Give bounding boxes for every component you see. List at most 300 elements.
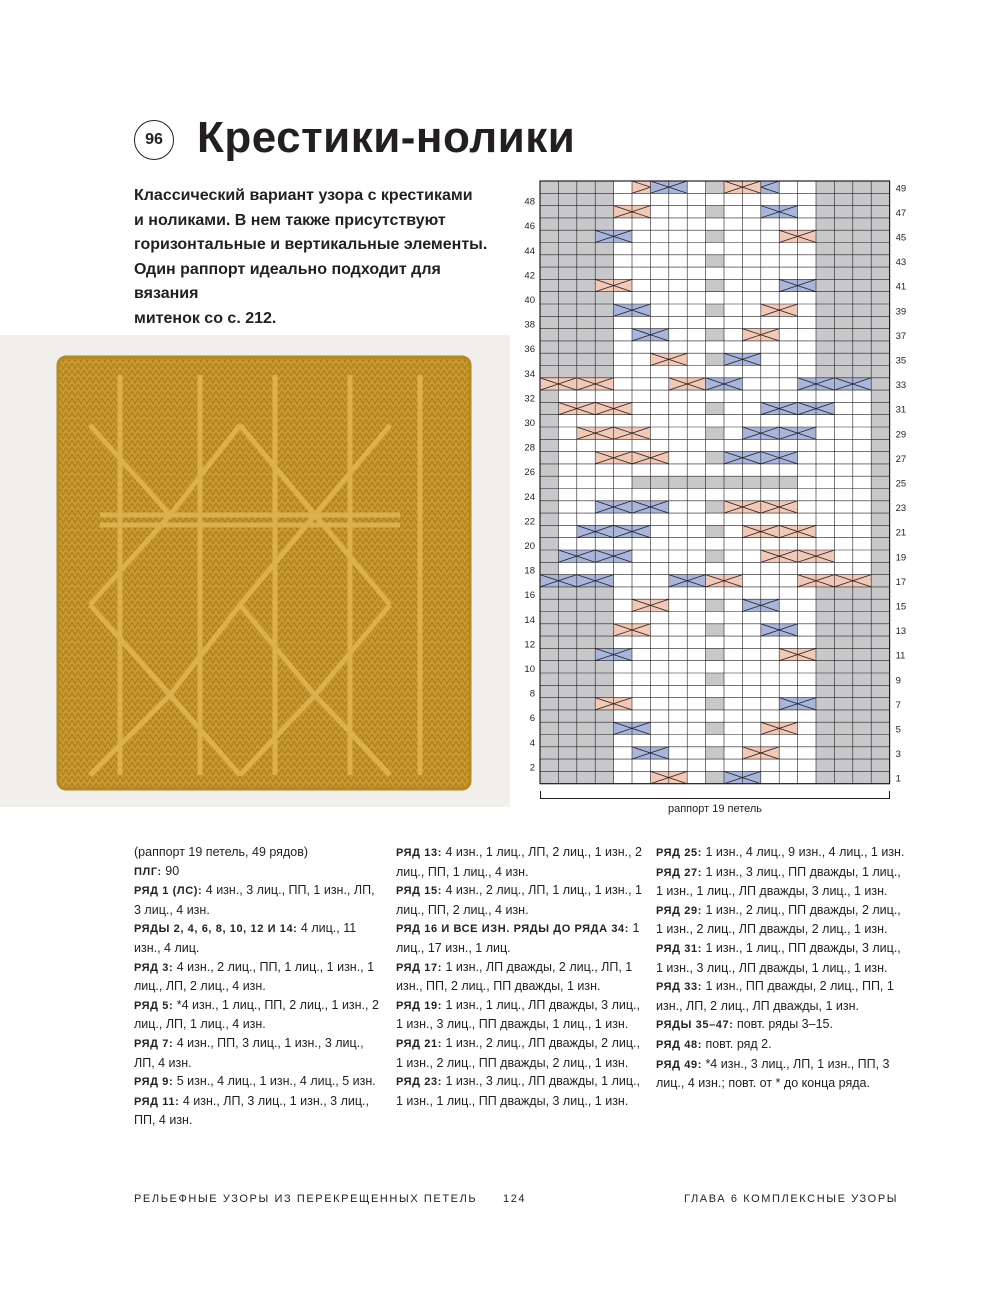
instruction-label: РЯД 13: [396, 847, 442, 859]
purl-cell [540, 390, 558, 402]
purl-cell [853, 341, 871, 353]
purl-cell [816, 624, 834, 636]
purl-cell [834, 735, 852, 747]
purl-cell [871, 599, 889, 611]
purl-cell [871, 279, 889, 291]
purl-cell [540, 267, 558, 279]
purl-cell [595, 636, 613, 648]
purl-cell [540, 759, 558, 771]
instruction-row [134, 1092, 384, 1130]
instruction-label: РЯД 33: [656, 981, 702, 994]
purl-cell [871, 267, 889, 279]
row-label-left: 16 [524, 590, 535, 602]
purl-cell [540, 513, 558, 525]
purl-cell [871, 378, 889, 390]
purl-cell [687, 476, 705, 488]
row-label-right: 9 [895, 675, 901, 687]
instruction-label: РЯД 11: [134, 1095, 180, 1108]
purl-cell [650, 476, 668, 488]
purl-cell [816, 304, 834, 316]
purl-cell [540, 366, 558, 378]
purl-cell [558, 304, 576, 316]
instruction-text: 1 изн., 4 лиц., 9 изн., 4 лиц., 1 изн. [701, 845, 905, 859]
purl-cell [595, 624, 613, 636]
instructions-column-1 [134, 843, 384, 1130]
purl-cell [706, 279, 724, 291]
instruction-label: РЯД 17: [396, 961, 442, 974]
purl-cell [706, 698, 724, 710]
instruction-label: РЯД 31: [656, 942, 702, 955]
purl-cell [871, 353, 889, 365]
instruction-row [134, 996, 384, 1034]
row-label-right: 17 [895, 576, 907, 588]
row-label-left: 6 [529, 713, 535, 725]
purl-cell [540, 316, 558, 328]
purl-cell [558, 587, 576, 599]
purl-cell [816, 612, 834, 624]
intro-paragraph [134, 184, 504, 331]
purl-cell [558, 685, 576, 697]
purl-cell [558, 599, 576, 611]
instruction-text: повт. ряд 2. [701, 1036, 772, 1051]
purl-cell [558, 747, 576, 759]
row-label-right: 45 [895, 232, 907, 244]
purl-cell [871, 193, 889, 205]
purl-cell [706, 624, 724, 636]
footer-chapter-title: ГЛАВА 6 КОМПЛЕКСНЫЕ УЗОРЫ [684, 1193, 899, 1205]
purl-cell [577, 193, 595, 205]
purl-cell [834, 710, 852, 722]
purl-cell [871, 624, 889, 636]
instruction-text: 5 изн., 4 лиц., 1 изн., 4 лиц., 5 изн. [173, 1074, 376, 1089]
purl-cell [540, 489, 558, 501]
purl-cell [871, 661, 889, 673]
swatch-image [0, 335, 510, 807]
purl-cell [577, 255, 595, 267]
row-label-right: 49 [895, 183, 907, 195]
purl-cell [706, 771, 724, 783]
purl-cell [595, 599, 613, 611]
purl-cell [558, 771, 576, 783]
purl-cell [540, 562, 558, 574]
purl-cell [834, 636, 852, 648]
purl-cell [706, 747, 724, 759]
purl-cell [595, 612, 613, 624]
row-label-left: 14 [524, 614, 535, 626]
purl-cell [853, 599, 871, 611]
knitted-swatch-photo [0, 335, 510, 807]
purl-cell [706, 673, 724, 685]
purl-cell [853, 587, 871, 599]
purl-cell [816, 747, 834, 759]
instruction-label: ПЛГ: [134, 865, 162, 878]
purl-cell [595, 181, 613, 193]
purl-cell [540, 771, 558, 783]
purl-cell [540, 735, 558, 747]
row-label-right: 41 [895, 281, 907, 293]
row-label-left: 38 [524, 319, 535, 331]
purl-cell [871, 243, 889, 255]
purl-cell [816, 218, 834, 230]
purl-cell [706, 476, 724, 488]
purl-cell [834, 292, 852, 304]
row-label-right: 7 [895, 699, 901, 711]
purl-cell [871, 550, 889, 562]
instruction-row [134, 958, 384, 996]
purl-cell [871, 612, 889, 624]
instruction-row [134, 1034, 384, 1072]
purl-cell [834, 673, 852, 685]
purl-cell [834, 193, 852, 205]
instruction-row [134, 862, 384, 882]
instruction-row [656, 1055, 906, 1093]
purl-cell [540, 427, 558, 439]
purl-cell [853, 661, 871, 673]
purl-cell [706, 525, 724, 537]
purl-cell [595, 304, 613, 316]
purl-cell [540, 230, 558, 242]
purl-cell [871, 685, 889, 697]
purl-cell [558, 243, 576, 255]
purl-cell [853, 648, 871, 660]
purl-cell [577, 698, 595, 710]
purl-cell [834, 599, 852, 611]
purl-cell [706, 427, 724, 439]
purl-cell [871, 439, 889, 451]
purl-cell [834, 279, 852, 291]
instruction-row [396, 1072, 646, 1110]
purl-cell [871, 476, 889, 488]
row-label-right: 31 [895, 404, 907, 416]
purl-cell [540, 193, 558, 205]
purl-cell [779, 476, 797, 488]
purl-cell [816, 230, 834, 242]
purl-cell [816, 587, 834, 599]
purl-cell [577, 685, 595, 697]
purl-cell [558, 292, 576, 304]
instruction-label: РЯД 25: [656, 847, 702, 859]
instruction-row [134, 919, 384, 957]
purl-cell [595, 673, 613, 685]
intro-line: митенок со с. 212. [134, 309, 277, 327]
purl-cell [595, 722, 613, 734]
instruction-text: повт. ряды 3–15. [733, 1017, 833, 1032]
instruction-row [134, 881, 384, 919]
purl-cell [871, 427, 889, 439]
purl-cell [540, 710, 558, 722]
instruction-text: 1 изн., ЛП дважды, 2 лиц., ЛП, 1 изн., ПП, 2 лиц., ПП дважды, 1 изн. [396, 959, 633, 994]
row-label-left: 28 [524, 442, 535, 454]
row-label-left: 44 [524, 245, 535, 257]
purl-cell [577, 747, 595, 759]
row-label-left: 42 [524, 270, 535, 282]
purl-cell [540, 612, 558, 624]
purl-cell [540, 464, 558, 476]
purl-cell [558, 648, 576, 660]
purl-cell [834, 329, 852, 341]
pattern-number: 96 [145, 131, 163, 148]
instruction-text: 1 изн., 2 лиц., ПП дважды, 2 лиц., 1 изн., 2 лиц., ЛП дважды, 2 лиц., 1 изн. [656, 902, 901, 937]
intro-line: и ноликами. В нем также присутствуют [134, 211, 446, 229]
purl-cell [816, 673, 834, 685]
purl-cell [595, 771, 613, 783]
purl-cell [871, 673, 889, 685]
purl-cell [853, 181, 871, 193]
purl-cell [558, 636, 576, 648]
purl-cell [871, 452, 889, 464]
purl-cell [853, 243, 871, 255]
purl-cell [816, 735, 834, 747]
purl-cell [816, 255, 834, 267]
instruction-label: РЯД 9: [134, 1076, 174, 1089]
row-label-left: 46 [524, 221, 535, 233]
purl-cell [834, 624, 852, 636]
purl-cell [834, 612, 852, 624]
row-label-left: 24 [524, 491, 535, 503]
row-label-left: 2 [529, 762, 535, 774]
row-label-right: 25 [895, 478, 907, 490]
purl-cell [540, 439, 558, 451]
row-label-left: 22 [524, 516, 535, 528]
purl-cell [871, 489, 889, 501]
purl-cell [577, 329, 595, 341]
instruction-text: 4 изн., 3 лиц., ПП, 1 изн., ЛП, 3 лиц., 4 изн. [134, 883, 375, 917]
purl-cell [761, 476, 779, 488]
purl-cell [816, 759, 834, 771]
purl-cell [871, 402, 889, 414]
purl-cell [816, 279, 834, 291]
purl-cell [834, 722, 852, 734]
purl-cell [816, 292, 834, 304]
purl-cell [706, 648, 724, 660]
purl-cell [853, 193, 871, 205]
purl-cell [540, 353, 558, 365]
instruction-row [396, 843, 646, 881]
purl-cell [577, 735, 595, 747]
purl-cell [577, 612, 595, 624]
purl-cell [577, 316, 595, 328]
purl-cell [871, 538, 889, 550]
purl-cell [577, 304, 595, 316]
purl-cell [558, 366, 576, 378]
knitting-chart [520, 176, 920, 816]
purl-cell [834, 698, 852, 710]
purl-cell [834, 648, 852, 660]
purl-cell [853, 685, 871, 697]
instruction-text: 1 изн., 3 лиц., ЛП дважды, 1 лиц., 1 изн., 1 лиц., ПП дважды, 3 лиц., 1 изн. [396, 1074, 640, 1108]
purl-cell [540, 673, 558, 685]
purl-cell [595, 353, 613, 365]
purl-cell [540, 402, 558, 414]
purl-cell [853, 636, 871, 648]
purl-cell [540, 415, 558, 427]
purl-cell [558, 193, 576, 205]
purl-cell [816, 353, 834, 365]
instruction-row [656, 939, 906, 977]
row-label-left: 12 [524, 639, 535, 651]
purl-cell [540, 292, 558, 304]
purl-cell [871, 587, 889, 599]
purl-cell [595, 341, 613, 353]
purl-cell [853, 316, 871, 328]
purl-cell [871, 415, 889, 427]
purl-cell [540, 698, 558, 710]
purl-cell [595, 243, 613, 255]
purl-cell [540, 685, 558, 697]
purl-cell [540, 550, 558, 562]
instruction-label: РЯД 5: [134, 999, 174, 1012]
purl-cell [706, 206, 724, 218]
row-label-right: 5 [895, 724, 901, 736]
purl-cell [871, 501, 889, 513]
row-label-right: 11 [895, 650, 906, 662]
purl-cell [871, 341, 889, 353]
instruction-text: 4 изн., 2 лиц., ПП, 1 лиц., 1 изн., 1 лиц., ЛП, 2 лиц., 4 изн. [134, 959, 375, 994]
purl-cell [816, 243, 834, 255]
instruction-row [134, 843, 384, 862]
purl-cell [595, 735, 613, 747]
instruction-text: 4 изн., ЛП, 3 лиц., 1 изн., 3 лиц., ПП, 4 изн. [134, 1093, 369, 1128]
purl-cell [558, 181, 576, 193]
row-label-left: 8 [529, 688, 535, 700]
row-label-left: 32 [524, 393, 535, 405]
instruction-label: РЯД 15: [396, 885, 442, 898]
purl-cell [871, 206, 889, 218]
purl-cell [706, 452, 724, 464]
purl-cell [706, 353, 724, 365]
purl-cell [853, 353, 871, 365]
purl-cell [853, 267, 871, 279]
purl-cell [871, 562, 889, 574]
row-label-right: 47 [895, 207, 907, 219]
instruction-label: РЯД 7: [134, 1037, 174, 1050]
purl-cell [558, 255, 576, 267]
instruction-label: РЯД 19: [396, 999, 442, 1012]
purl-cell [853, 771, 871, 783]
purl-cell [853, 747, 871, 759]
purl-cell [871, 316, 889, 328]
purl-cell [834, 341, 852, 353]
purl-cell [558, 735, 576, 747]
purl-cell [853, 206, 871, 218]
purl-cell [724, 476, 742, 488]
instruction-text: *4 изн., 1 лиц., ПП, 2 лиц., 1 изн., 2 лиц., ЛП, 1 лиц., 4 изн. [134, 997, 379, 1032]
purl-cell [834, 587, 852, 599]
purl-cell [632, 476, 650, 488]
purl-cell [871, 575, 889, 587]
purl-cell [595, 329, 613, 341]
purl-cell [577, 722, 595, 734]
instruction-label: РЯД 23: [396, 1076, 442, 1089]
purl-cell [816, 181, 834, 193]
purl-cell [853, 735, 871, 747]
purl-cell [558, 353, 576, 365]
instruction-row [396, 881, 646, 919]
row-label-right: 15 [895, 601, 907, 613]
purl-cell [871, 329, 889, 341]
purl-cell [540, 648, 558, 660]
purl-cell [540, 722, 558, 734]
purl-cell [853, 722, 871, 734]
chart-grid [520, 176, 920, 791]
instruction-row [396, 1034, 646, 1072]
purl-cell [834, 181, 852, 193]
purl-cell [577, 710, 595, 722]
purl-cell [816, 636, 834, 648]
purl-cell [871, 366, 889, 378]
instruction-text: 1 изн., 1 лиц., ЛП дважды, 3 лиц., 1 изн., 3 лиц., ПП дважды, 1 лиц., 1 изн. [396, 997, 640, 1032]
purl-cell [853, 218, 871, 230]
purl-cell [871, 648, 889, 660]
row-label-left: 10 [524, 664, 535, 675]
instruction-label: РЯД 27: [656, 866, 702, 879]
purl-cell [540, 747, 558, 759]
purl-cell [595, 267, 613, 279]
instruction-label: РЯДЫ 35–47: [656, 1019, 734, 1032]
purl-cell [558, 316, 576, 328]
row-label-right: 21 [895, 527, 907, 539]
intro-line: Один раппорт идеально подходит для вязания [134, 260, 441, 302]
instruction-text: 4 изн., 1 лиц., ЛП, 2 лиц., 1 изн., 2 лиц., ПП, 1 лиц., 4 изн. [396, 845, 643, 879]
purl-cell [558, 329, 576, 341]
purl-cell [834, 267, 852, 279]
row-label-right: 29 [895, 429, 907, 441]
purl-cell [853, 279, 871, 291]
row-label-left: 30 [524, 418, 535, 429]
instruction-label: РЯД 3: [134, 961, 174, 974]
intro-line: Классический вариант узора с крестиками [134, 187, 473, 204]
row-label-right: 3 [895, 749, 901, 761]
purl-cell [540, 501, 558, 513]
purl-cell [577, 279, 595, 291]
purl-cell [871, 735, 889, 747]
row-label-left: 26 [524, 467, 535, 479]
row-label-left: 48 [524, 196, 535, 208]
instruction-row [656, 1035, 906, 1055]
instruction-text: 1 изн., 1 лиц., ПП дважды, 3 лиц., 1 изн., 3 лиц., ЛП дважды, 1 лиц., 1 изн. [656, 940, 901, 975]
purl-cell [816, 329, 834, 341]
intro-line: горизонтальные и вертикальные элементы. [134, 236, 488, 253]
purl-cell [558, 759, 576, 771]
instruction-row [656, 843, 906, 863]
purl-cell [871, 304, 889, 316]
purl-cell [742, 476, 760, 488]
purl-cell [558, 624, 576, 636]
row-label-right: 39 [895, 306, 907, 318]
instruction-label: РЯД 49: [656, 1058, 702, 1071]
purl-cell [558, 710, 576, 722]
purl-cell [540, 452, 558, 464]
row-label-left: 4 [529, 737, 535, 749]
purl-cell [816, 341, 834, 353]
purl-cell [558, 612, 576, 624]
purl-cell [558, 661, 576, 673]
purl-cell [816, 722, 834, 734]
instruction-text: 1 изн., ПП дважды, 2 лиц., ПП, 1 изн., ЛП, 2 лиц., ЛП дважды, 1 изн. [656, 979, 894, 1013]
purl-cell [558, 230, 576, 242]
instruction-row [134, 1072, 384, 1092]
purl-cell [558, 673, 576, 685]
purl-cell [706, 329, 724, 341]
instruction-text: 4 изн., 2 лиц., ЛП, 1 лиц., 1 изн., 1 лиц., ПП, 2 лиц., 4 изн. [396, 883, 643, 917]
row-label-right: 43 [895, 257, 907, 269]
instruction-label: РЯДЫ 2, 4, 6, 8, 10, 12 И 14: [134, 923, 298, 936]
purl-cell [540, 538, 558, 550]
row-label-right: 27 [895, 453, 907, 465]
purl-cell [834, 747, 852, 759]
purl-cell [577, 624, 595, 636]
purl-cell [595, 685, 613, 697]
